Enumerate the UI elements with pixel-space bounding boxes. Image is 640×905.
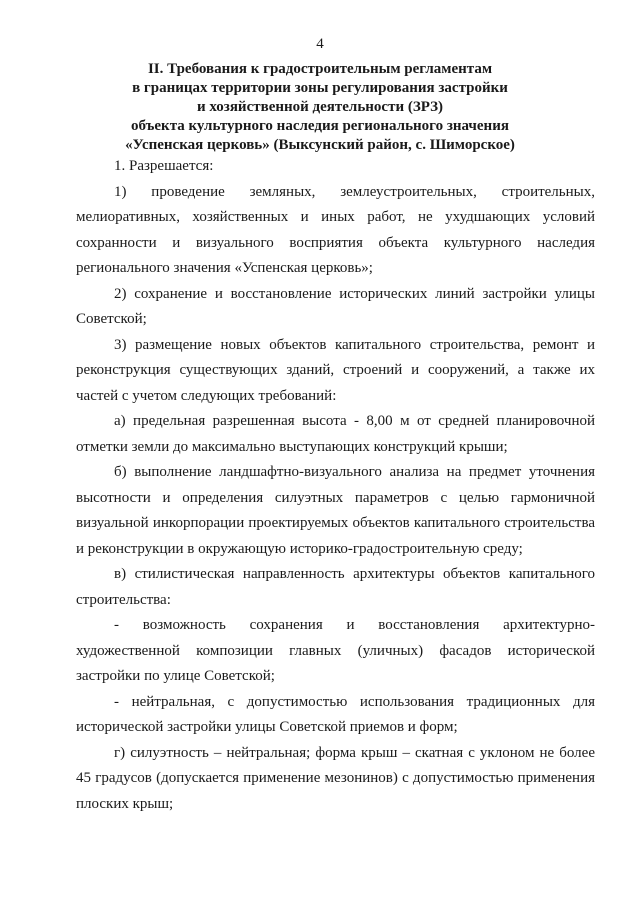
heading-line: и хозяйственной деятельности (ЗРЗ) <box>196 99 444 115</box>
heading-line: II. Требования к градостроительным регламентам <box>147 61 493 77</box>
heading-line: «Успенская церковь» (Выксунский район, с. Шиморское) <box>125 137 515 153</box>
paragraph-item-3g: г) силуэтность – нейтральная; форма крыш – скатная с уклоном не более 45 градусов (допускается применение мезонинов) с допустимостью применения плоских крыш; <box>76 744 595 812</box>
heading-line: объекта культурного наследия регионального значения <box>131 118 509 134</box>
document-body <box>76 154 595 817</box>
heading-line: в границах территории зоны регулирования застройки <box>132 80 508 96</box>
paragraph-item-3a: а) предельная разрешенная высота - 8,00 м от средней планировочной отметки земли до максимально выступающих конструкций крыши; <box>76 413 595 455</box>
section-heading <box>60 60 580 155</box>
paragraph-item-3b: б) выполнение ландшафтно-визуального анализа на предмет уточнения высотности и определения силуэтных параметров с целью гармоничной визуальной инкорпорации проектируемых объектов капитального строительства и реконструкции в окружающую историко-градостроительную среду; <box>76 464 595 557</box>
paragraph-permitted: 1. Разрешается: <box>114 158 214 174</box>
paragraph-dash-2: - нейтральная, с допустимостью использования традиционных для исторической застройки улицы Советской приемов и форм; <box>76 693 595 735</box>
paragraph-item-2: 2) сохранение и восстановление исторических линий застройки улицы Советской; <box>76 285 595 327</box>
paragraph-dash-1: - возможность сохранения и восстановления архитектурно-художественной композиции главных (уличных) фасадов исторической застройки по улице Советской; <box>76 617 595 684</box>
paragraph-item-3: 3) размещение новых объектов капитального строительства, ремонт и реконструкция существующих зданий, строений и сооружений, а также их частей с учетом следующих требований: <box>76 336 595 404</box>
page-number: 4 <box>316 36 324 52</box>
paragraph-item-3v: в) стилистическая направленность архитектуры объектов капитального строительства: <box>76 566 595 608</box>
paragraph-item-1: 1) проведение земляных, землеустроительных, строительных, мелиоративных, хозяйственных и иных работ, не ухудшающих условий сохранности и визуального восприятия объекта культурного наследия регионального значения «Успенская церковь»; <box>76 183 595 276</box>
